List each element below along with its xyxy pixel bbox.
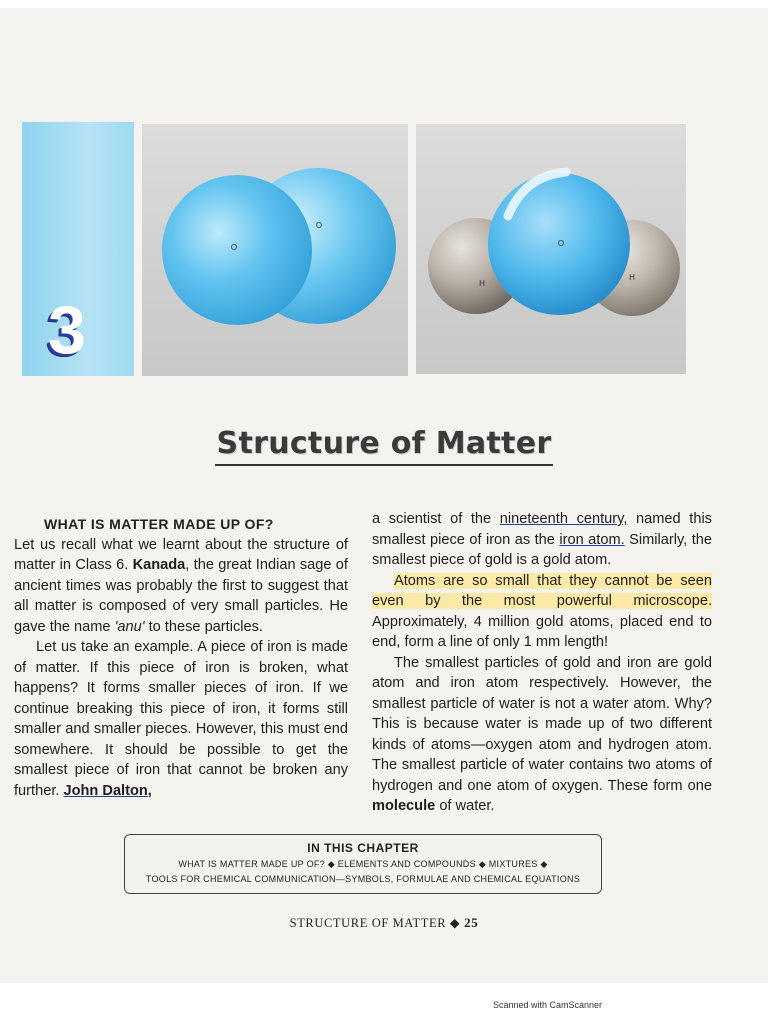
hydrogen-right-label: H bbox=[629, 273, 635, 282]
running-title: STRUCTURE OF MATTER ◆ bbox=[289, 916, 461, 930]
oxygen-atom-left-label: O bbox=[230, 243, 238, 252]
water-oxygen-label: O bbox=[557, 239, 565, 248]
chapter-title bbox=[0, 426, 768, 461]
right-column bbox=[372, 509, 712, 817]
paragraph-2: Let us take an example. A piece of iron is made of matter. If this piece of iron is broken, what happens? It forms smaller pieces of iron. If we continue breaking this piece of iron, it forms still smaller and smaller pieces. However, this must end somewhere. It should be possible to get the smallest piece of iron that cannot be broken any further. John Dalton, bbox=[14, 639, 348, 799]
hydrogen-left-label: H bbox=[479, 279, 485, 288]
paragraph-5: The smallest particles of gold and iron are gold atom and iron atom respectively. However, the smallest particle of water is not a water atom. Why? This is because water is made up of two different kinds of atoms—oxygen atom and hydrogen atom. The smallest particle of water contains two atoms of hydrogen and one atom of oxygen. These form one molecule of water. bbox=[372, 654, 712, 814]
john-dalton-name: John Dalton, bbox=[63, 782, 152, 799]
page-number: 25 bbox=[464, 915, 479, 930]
anu-term: 'anu' bbox=[114, 618, 145, 635]
page-footer bbox=[0, 915, 768, 931]
paragraph-3: a scientist of the nineteenth century, named this smallest piece of iron as the iron atom. Similarly, the smallest piece of gold is a gold atom. bbox=[372, 511, 712, 568]
chapter-topics-line-1: WHAT IS MATTER MADE UP OF? ◆ ELEMENTS AND COMPOUNDS ◆ MIXTURES ◆ bbox=[178, 859, 548, 869]
water-molecule-image bbox=[416, 124, 686, 374]
paragraph-1: Let us recall what we learnt about the structure of matter in Class 6. Kanada, the great Indian sage of ancient times was probably the first to suggest that all matter is composed of very small particles. He gave the name 'anu' to these particles. bbox=[14, 536, 348, 635]
in-this-chapter-title: IN THIS CHAPTER bbox=[307, 841, 419, 855]
section-heading: WHAT IS MATTER MADE UP OF? bbox=[44, 516, 274, 532]
oxygen-atom-right-label: O bbox=[315, 221, 323, 230]
iron-atom-term: iron atom. bbox=[559, 531, 625, 548]
nineteenth-century-text: nineteenth century, bbox=[499, 511, 628, 527]
scanner-watermark: Scanned with CamScanner bbox=[492, 1000, 602, 1010]
chapter-number: 3 bbox=[48, 292, 86, 368]
oxygen-molecule-image bbox=[142, 124, 408, 376]
highlighted-sentence: Atoms are so small that they cannot be seen even by the most powerful microscope. bbox=[372, 572, 712, 609]
paragraph-4: Atoms are so small that they cannot be seen even by the most powerful microscope. Approximately, 4 million gold atoms, placed end to end, form a line of only 1 mm length! bbox=[372, 572, 712, 650]
molecule-term: molecule bbox=[372, 798, 436, 814]
kanada-name: Kanada bbox=[132, 557, 186, 573]
chapter-topics-line-2: TOOLS FOR CHEMICAL COMMUNICATION—SYMBOLS, FORMULAE AND CHEMICAL EQUATIONS bbox=[145, 874, 581, 884]
in-this-chapter-box bbox=[124, 834, 602, 894]
left-column bbox=[14, 514, 348, 801]
chapter-title-text: Structure of Matter bbox=[215, 426, 554, 466]
